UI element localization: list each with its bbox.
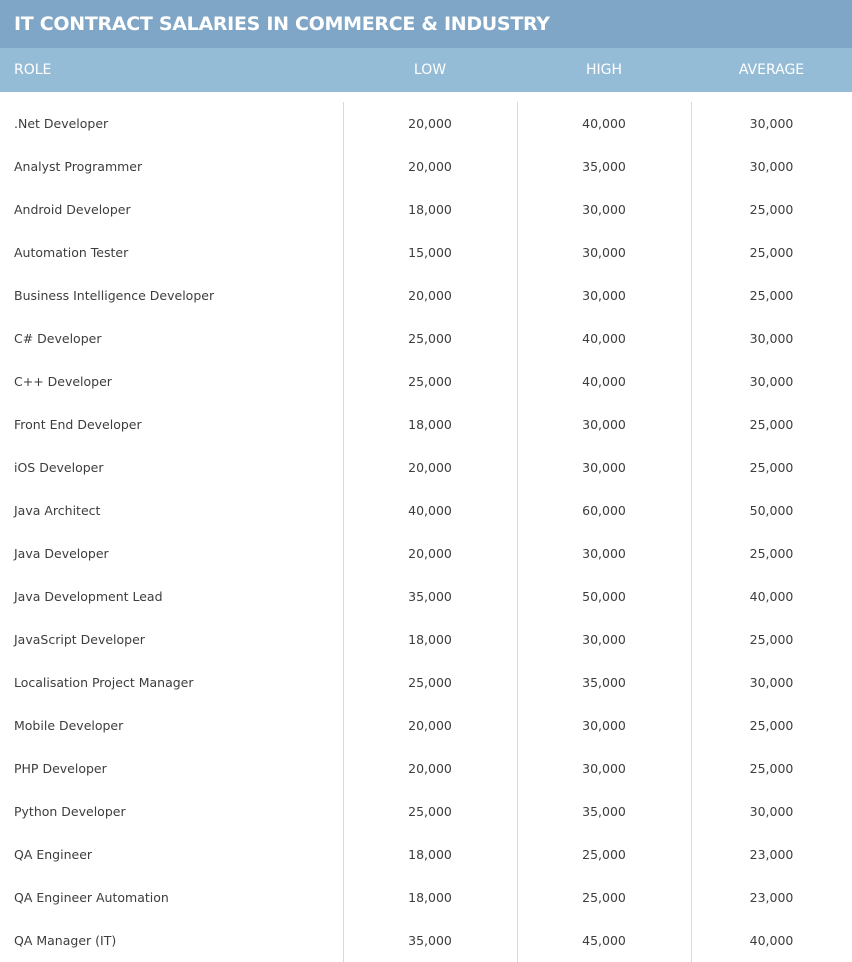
low-cell: 18,000 xyxy=(408,847,452,862)
average-cell: 30,000 xyxy=(749,331,794,346)
column-header-average: AVERAGE xyxy=(738,62,805,78)
low-cell: 20,000 xyxy=(408,288,452,303)
table-row xyxy=(0,145,852,188)
role-cell: Java Developer xyxy=(14,546,109,561)
role-cell: QA Manager (IT) xyxy=(14,933,117,948)
role-cell: C# Developer xyxy=(14,331,102,346)
average-cell: 25,000 xyxy=(749,761,794,776)
table-row xyxy=(0,876,852,919)
low-cell: 18,000 xyxy=(408,417,452,432)
table-row xyxy=(0,833,852,876)
high-cell: 30,000 xyxy=(582,632,626,647)
low-cell: 15,000 xyxy=(408,245,452,260)
role-cell: .Net Developer xyxy=(14,116,109,131)
high-cell: 35,000 xyxy=(582,675,626,690)
column-divider xyxy=(343,102,344,962)
average-cell: 25,000 xyxy=(749,202,794,217)
high-cell: 30,000 xyxy=(582,417,626,432)
table-row xyxy=(0,102,852,145)
column-header-low: LOW xyxy=(413,62,447,78)
table-row xyxy=(0,188,852,231)
table-row xyxy=(0,360,852,403)
low-cell: 18,000 xyxy=(408,632,452,647)
column-divider xyxy=(691,102,692,962)
average-cell: 30,000 xyxy=(749,116,794,131)
column-divider xyxy=(517,102,518,962)
role-cell: Java Architect xyxy=(14,503,101,518)
table-row xyxy=(0,618,852,661)
high-cell: 30,000 xyxy=(582,718,626,733)
role-cell: Mobile Developer xyxy=(14,718,124,733)
table-row xyxy=(0,403,852,446)
role-cell: JavaScript Developer xyxy=(14,632,145,647)
role-cell: Python Developer xyxy=(14,804,126,819)
low-cell: 25,000 xyxy=(408,804,452,819)
title-bar xyxy=(0,0,852,48)
column-header-high: HIGH xyxy=(585,62,623,78)
role-cell: PHP Developer xyxy=(14,761,107,776)
low-cell: 20,000 xyxy=(408,718,452,733)
high-cell: 30,000 xyxy=(582,761,626,776)
average-cell: 25,000 xyxy=(749,718,794,733)
average-cell: 40,000 xyxy=(749,933,794,948)
table-row xyxy=(0,747,852,790)
high-cell: 30,000 xyxy=(582,202,626,217)
average-cell: 30,000 xyxy=(749,804,794,819)
low-cell: 20,000 xyxy=(408,116,452,131)
low-cell: 25,000 xyxy=(408,675,452,690)
role-cell: Analyst Programmer xyxy=(14,159,143,174)
high-cell: 60,000 xyxy=(582,503,626,518)
low-cell: 40,000 xyxy=(408,503,452,518)
table-row xyxy=(0,231,852,274)
average-cell: 25,000 xyxy=(749,417,794,432)
high-cell: 30,000 xyxy=(582,460,626,475)
high-cell: 50,000 xyxy=(582,589,626,604)
role-cell: Automation Tester xyxy=(14,245,129,260)
average-cell: 23,000 xyxy=(749,847,794,862)
role-cell: QA Engineer xyxy=(14,847,93,862)
average-cell: 25,000 xyxy=(749,632,794,647)
role-cell: C++ Developer xyxy=(14,374,112,389)
table-row xyxy=(0,704,852,747)
role-cell: Front End Developer xyxy=(14,417,142,432)
low-cell: 20,000 xyxy=(408,546,452,561)
low-cell: 35,000 xyxy=(408,589,452,604)
table-header xyxy=(0,48,852,92)
low-cell: 25,000 xyxy=(408,331,452,346)
table-row xyxy=(0,532,852,575)
average-cell: 23,000 xyxy=(749,890,794,905)
low-cell: 18,000 xyxy=(408,202,452,217)
page-title: IT CONTRACT SALARIES IN COMMERCE & INDUSTRY xyxy=(14,13,550,35)
high-cell: 40,000 xyxy=(582,374,626,389)
high-cell: 40,000 xyxy=(582,116,626,131)
table-row xyxy=(0,274,852,317)
table-body xyxy=(0,92,852,962)
average-cell: 30,000 xyxy=(749,675,794,690)
high-cell: 30,000 xyxy=(582,546,626,561)
high-cell: 25,000 xyxy=(582,847,626,862)
average-cell: 25,000 xyxy=(749,245,794,260)
high-cell: 35,000 xyxy=(582,804,626,819)
low-cell: 18,000 xyxy=(408,890,452,905)
high-cell: 25,000 xyxy=(582,890,626,905)
table-row xyxy=(0,575,852,618)
role-cell: Android Developer xyxy=(14,202,131,217)
role-cell: QA Engineer Automation xyxy=(14,890,169,905)
average-cell: 40,000 xyxy=(749,589,794,604)
high-cell: 30,000 xyxy=(582,288,626,303)
table-row xyxy=(0,661,852,704)
average-cell: 25,000 xyxy=(749,460,794,475)
high-cell: 30,000 xyxy=(582,245,626,260)
role-cell: iOS Developer xyxy=(14,460,104,475)
low-cell: 25,000 xyxy=(408,374,452,389)
table-row xyxy=(0,446,852,489)
role-cell: Localisation Project Manager xyxy=(14,675,194,690)
role-cell: Java Development Lead xyxy=(14,589,163,604)
low-cell: 35,000 xyxy=(408,933,452,948)
table-row xyxy=(0,489,852,532)
low-cell: 20,000 xyxy=(408,460,452,475)
table-row xyxy=(0,317,852,360)
high-cell: 35,000 xyxy=(582,159,626,174)
average-cell: 30,000 xyxy=(749,159,794,174)
table-row xyxy=(0,790,852,833)
high-cell: 40,000 xyxy=(582,331,626,346)
low-cell: 20,000 xyxy=(408,761,452,776)
high-cell: 45,000 xyxy=(582,933,626,948)
low-cell: 20,000 xyxy=(408,159,452,174)
average-cell: 50,000 xyxy=(749,503,794,518)
role-cell: Business Intelligence Developer xyxy=(14,288,215,303)
average-cell: 25,000 xyxy=(749,546,794,561)
average-cell: 30,000 xyxy=(749,374,794,389)
average-cell: 25,000 xyxy=(749,288,794,303)
column-header-role: ROLE xyxy=(14,62,52,78)
